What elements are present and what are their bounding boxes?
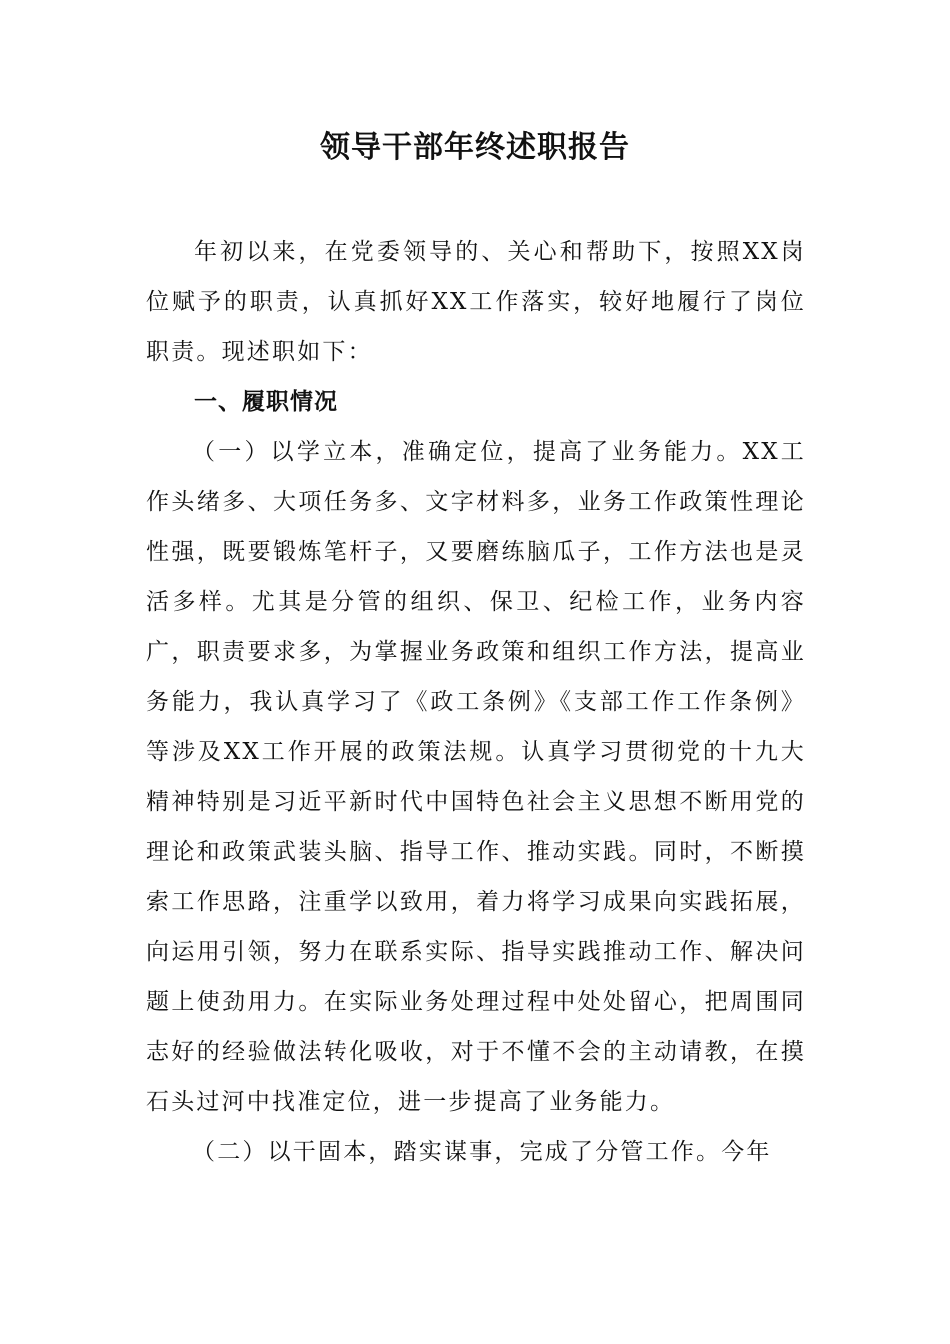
subsection-paragraph-2: （二）以干固本，踏实谋事，完成了分管工作。今年 [192, 1139, 772, 1165]
intro-paragraph: 年初以来，在党委领导的、关心和帮助下，按照XX岗位赋予的职责，认真抓好XX工作落实，较好地履行了岗位职责。现述职如下： [146, 239, 806, 365]
document-body [146, 227, 806, 1177]
section-heading: 一、履职情况 [194, 389, 338, 415]
document-title: 领导干部年终述职报告 [320, 130, 630, 165]
subsection-paragraph-1: （一）以学立本，准确定位，提高了业务能力。XX工作头绪多、大项任务多、文字材料多，业务工作政策性理论性强，既要锻炼笔杆子，又要磨练脑瓜子，工作方法也是灵活多样。尤其是分管的组织、保卫、纪检工作，业务内容广，职责要求多，为掌握业务政策和组织工作方法，提高业务能力，我认真学习了《政工条例》《支部工作工作条例》等涉及XX工作开展的政策法规。认真学习贯彻党的十九大精神特别是习近平新时代中国特色社会主义思想不断用党的理论和政策武装头脑、指导工作、推动实践。同时，不断摸索工作思路，注重学以致用，着力将学习成果向实践拓展，向运用引领，努力在联系实际、指导实践推动工作、解决问题上使劲用力。在实际业务处理过程中处处留心，把周围同志好的经验做法转化吸收，对于不懂不会的主动请教，在摸石头过河中找准定位，进一步提高了业务能力。 [146, 439, 806, 1115]
